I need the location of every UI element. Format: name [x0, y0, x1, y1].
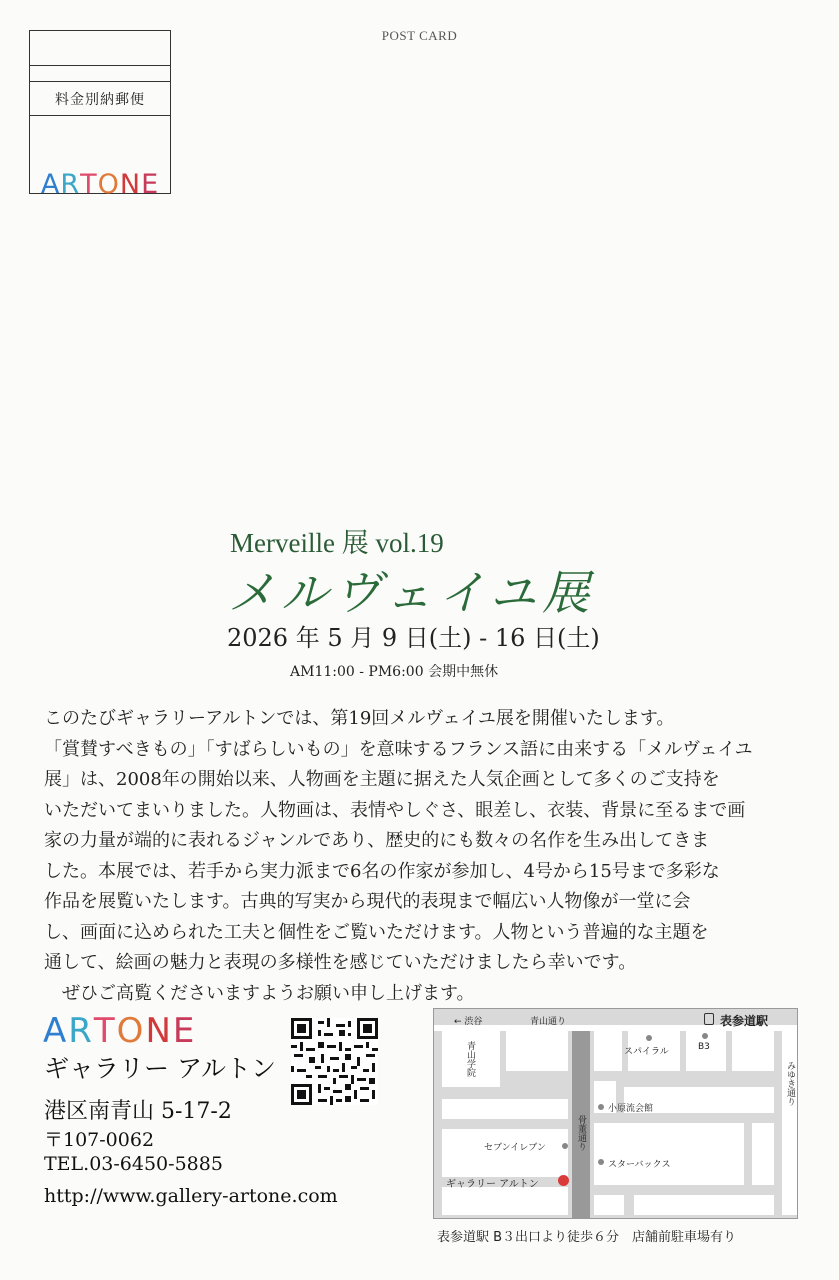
- logo-letter: A: [40, 169, 61, 200]
- gallery-name: ギャラリー アルトン: [44, 1054, 276, 1083]
- description-line: 「賞賛すべきもの」「すばらしいもの」を意味するフランス語に由来する「メルヴェイユ: [44, 738, 753, 760]
- logo-letter: R: [60, 169, 81, 200]
- description-line: いただいてまいりました。人物画は、表情やしぐさ、眼差し、衣装、背景に至るまで画: [44, 799, 746, 821]
- logo-letter: O: [116, 1011, 146, 1051]
- aoyama-gakuin-label: 青山学院: [465, 1041, 475, 1077]
- description-line: 通して、絵画の魅力と表現の多様性を感じていただけましたら幸いです。: [44, 952, 637, 973]
- qr-code-icon: [291, 1018, 378, 1105]
- station-label: 表参道駅: [720, 1014, 769, 1028]
- map-block: [634, 1195, 774, 1215]
- map-block: [594, 1123, 744, 1185]
- description-text: [44, 704, 814, 1009]
- map-block: [506, 1031, 568, 1071]
- map-block: [752, 1123, 774, 1185]
- shibuya-direction-label: ← 渋谷: [454, 1017, 483, 1027]
- logo-letter: O: [97, 169, 120, 200]
- map-block: [594, 1031, 622, 1071]
- train-icon: [704, 1013, 714, 1025]
- gallery-address: 港区南青山 5-17-2: [44, 1099, 232, 1124]
- event-date: 2026 年 5 月 9 日(土) - 16 日(土): [227, 624, 600, 652]
- stamp-divider-middle: [30, 81, 170, 82]
- map-caption: 表参道駅 B３出口より徒歩６分 店舗前駐車場有り: [437, 1230, 737, 1245]
- description-line: した。本展では、若手から実力派まで6名の作家が参加し、4号から15号まで多彩な: [44, 860, 720, 882]
- logo-letter: E: [172, 1011, 197, 1051]
- gallery-location-marker: [558, 1175, 569, 1186]
- logo-letter: T: [93, 1011, 117, 1051]
- website-link[interactable]: http://www.gallery-artone.com: [44, 1185, 338, 1207]
- starbucks-marker: [598, 1159, 604, 1165]
- postal-code: 〒107-0062: [44, 1129, 155, 1151]
- logo-letter: T: [80, 169, 98, 200]
- stamp-divider-bottom: [30, 115, 170, 116]
- map-block: [442, 1129, 568, 1177]
- gallery-logo: [43, 1011, 196, 1051]
- map-block: [782, 1031, 798, 1215]
- logo-letter: A: [43, 1011, 69, 1051]
- logo-letter: R: [68, 1011, 94, 1051]
- stamp-divider-top: [30, 65, 170, 66]
- map-block: [442, 1187, 568, 1215]
- seven-eleven-marker: [562, 1143, 568, 1149]
- spiral-marker: [646, 1035, 652, 1041]
- logo-letter: N: [145, 1011, 173, 1051]
- description-line: このたびギャラリーアルトンでは、第19回メルヴェイユ展を開催いたします。: [44, 708, 675, 729]
- logo-letter: N: [119, 169, 142, 200]
- kotto-dori-label: 骨董通り: [576, 1115, 586, 1151]
- qr-code[interactable]: [291, 1018, 378, 1105]
- gallery-map-label: ギャラリー アルトン: [446, 1179, 539, 1190]
- description-line: し、画面に込められた工夫と個性をご覧いただけます。人物という普遍的な主題を: [44, 921, 709, 943]
- starbucks-label: スターバックス: [608, 1160, 671, 1170]
- phone-number: TEL.03-6450-5885: [44, 1153, 223, 1175]
- stamp-logo: [30, 169, 170, 200]
- description-line: ぜひご高覧くださいますようお願い申し上げます。: [62, 982, 475, 1004]
- description-line: 家の力量が端的に表れるジャンルであり、歴史的にも数々の名作を生み出してきま: [44, 830, 710, 851]
- postcard-label: POST CARD: [381, 28, 458, 43]
- b3-exit-marker: [702, 1033, 708, 1039]
- miyuki-dori-label: みゆき通り: [785, 1061, 795, 1106]
- b3-exit-label: B3: [698, 1042, 710, 1052]
- event-title: メルヴェイユ展: [228, 566, 596, 621]
- event-subtitle: Merveille 展 vol.19: [230, 528, 444, 558]
- seven-eleven-label: セブンイレブン: [484, 1143, 546, 1153]
- ohara-label: 小原流会館: [608, 1104, 654, 1114]
- spiral-label: スパイラル: [624, 1047, 669, 1057]
- ohara-marker: [598, 1104, 604, 1110]
- map-block: [594, 1195, 624, 1215]
- map-block: [442, 1099, 568, 1119]
- description-line: 展」は、2008年の開始以来、人物画を主題に据えた人気企画として多くのご支持を: [44, 769, 720, 790]
- access-map: [433, 1008, 798, 1219]
- postage-stamp-box: [29, 30, 171, 200]
- logo-letter: E: [141, 169, 160, 200]
- event-hours: AM11:00 - PM6:00 会期中無休: [290, 664, 499, 680]
- postage-paid-text: 料金別納郵便: [55, 92, 145, 108]
- map-block: [732, 1031, 774, 1071]
- description-line: 作品を展覧いたします。古典的写実から現代的表現まで幅広い人物像が一堂に会: [44, 891, 691, 912]
- aoyama-dori-label: 青山通り: [530, 1017, 567, 1027]
